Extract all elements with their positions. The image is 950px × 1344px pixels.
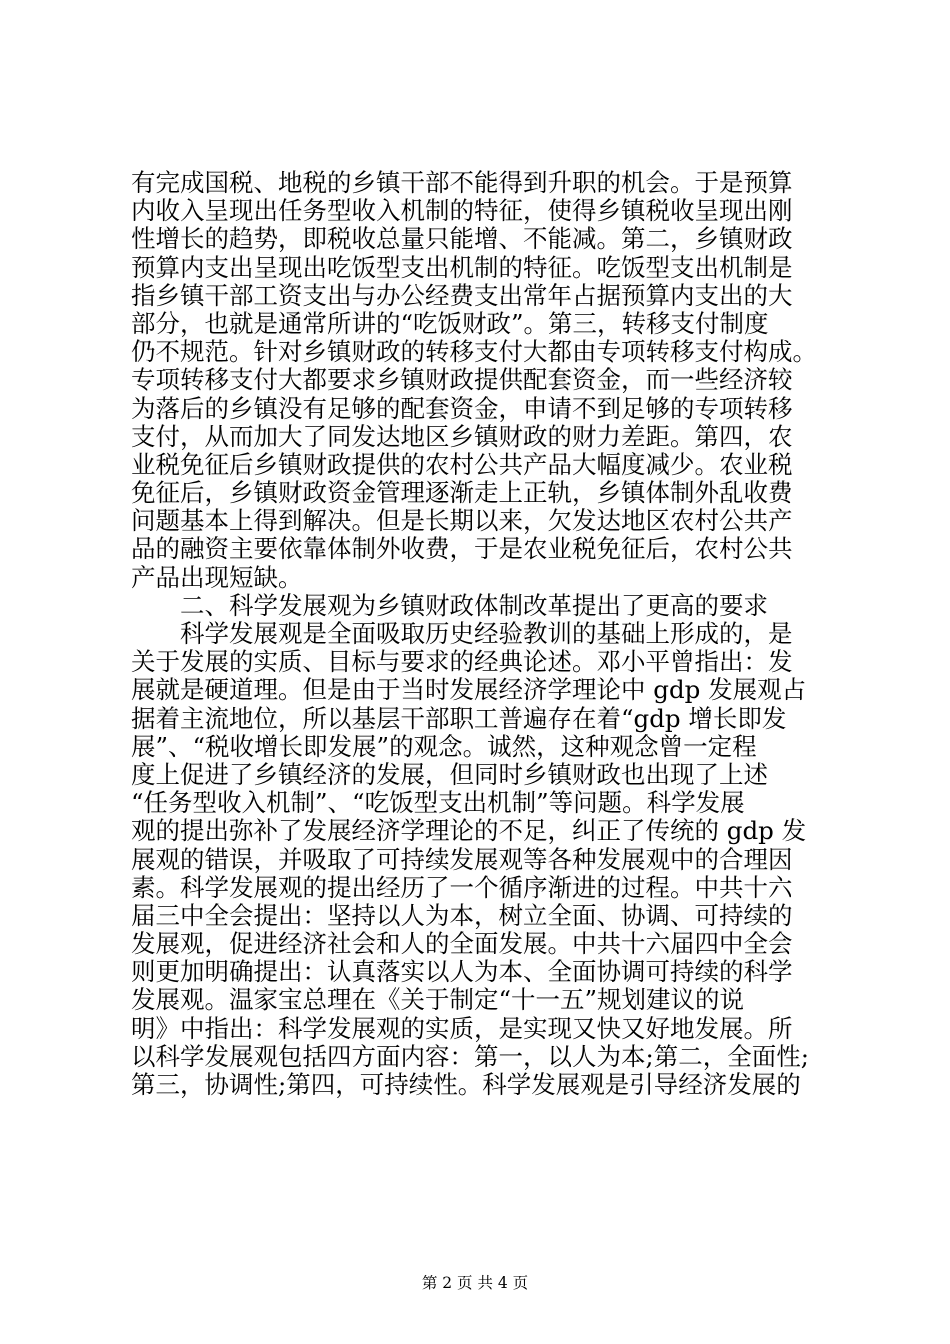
text-line: 指乡镇干部工资支出与办公经费支出常年占据预算内支出的大 bbox=[131, 281, 793, 310]
text-line: 届三中全会提出：坚持以人为本，树立全面、协调、可持续的 bbox=[131, 901, 793, 930]
text-line: 科学发展观是全面吸取历史经验教训的基础上形成的，是 bbox=[180, 620, 793, 648]
text-line: 展就是硬道理。但是由于当时发展经济学理论中 gdp 发展观占 bbox=[131, 676, 807, 705]
text-line: 业税免征后乡镇财政提供的农村公共产品大幅度减少。农业税 bbox=[131, 450, 793, 479]
text-line: 专项转移支付大都要求乡镇财政提供配套资金，而一些经济较 bbox=[131, 366, 793, 395]
text-line: 问题基本上得到解决。但是长期以来，欠发达地区农村公共产 bbox=[131, 507, 793, 536]
page-number: 第 2 页 共 4 页 bbox=[421, 1274, 529, 1292]
text-line: 关于发展的实质、目标与要求的经典论述。邓小平曾指出：发 bbox=[131, 648, 793, 677]
text-line: 则更加明确提出：认真落实以人为本、全面协调可持续的科学 bbox=[131, 958, 793, 987]
text-line: 免征后，乡镇财政资金管理逐渐走上正轨，乡镇体制外乱收费 bbox=[131, 479, 793, 508]
text-line: 性增长的趋势，即税收总量只能增、不能减。第二，乡镇财政 bbox=[131, 225, 793, 254]
text-line: 第三，协调性;第四，可持续性。科学发展观是引导经济发展的 bbox=[131, 1071, 801, 1099]
text-line: 据着主流地位，所以基层干部职工普遍存在着“gdp 增长即发 bbox=[131, 704, 787, 733]
text-line: 发展观，促进经济社会和人的全面发展。中共十六届四中全会 bbox=[131, 930, 793, 959]
text-line: 品的融资主要依靠体制外收费，于是农业税免征后，农村公共 bbox=[131, 535, 793, 564]
text-line: 明》中指出：科学发展观的实质，是实现又快又好地发展。所 bbox=[131, 1014, 793, 1043]
section-heading: 二、科学发展观为乡镇财政体制改革提出了更高的要求 bbox=[180, 591, 768, 620]
text-line: 展”、“税收增长即发展”的观念。诚然，这种观念曾一定程 bbox=[131, 732, 757, 761]
text-line: 度上促进了乡镇经济的发展，但同时乡镇财政也出现了上述 bbox=[131, 760, 768, 789]
text-line: 内收入呈现出任务型收入机制的特征，使得乡镇税收呈现出刚 bbox=[131, 197, 793, 226]
text-line: 支付，从而加大了同发达地区乡镇财政的财力差距。第四，农 bbox=[131, 422, 793, 451]
text-line: 为落后的乡镇没有足够的配套资金，申请不到足够的专项转移 bbox=[131, 394, 793, 423]
text-line: 发展观。温家宝总理在《关于制定“十一五”规划建议的说 bbox=[131, 986, 745, 1015]
text-line: 展观的错误，并吸取了可持续发展观等各种发展观中的合理因 bbox=[131, 845, 793, 874]
text-line: 素。科学发展观的提出经历了一个循序渐进的过程。中共十六 bbox=[131, 873, 793, 902]
text-line: 预算内支出呈现出吃饭型支出机制的特征。吃饭型支出机制是 bbox=[131, 253, 793, 282]
text-line: 观的提出弥补了发展经济学理论的不足，纠正了传统的 gdp 发 bbox=[131, 817, 807, 846]
text-line: 以科学发展观包括四方面内容：第一，以人为本;第二，全面性; bbox=[131, 1042, 810, 1071]
text-line: 仍不规范。针对乡镇财政的转移支付大都由专项转移支付构成。 bbox=[131, 338, 817, 367]
text-line: 有完成国税、地税的乡镇干部不能得到升职的机会。于是预算 bbox=[131, 169, 793, 197]
text-line: 部分，也就是通常所讲的“吃饭财政”。第三，转移支付制度 bbox=[131, 309, 769, 338]
body-text bbox=[131, 169, 831, 1099]
text-line: 产品出现短缺。 bbox=[131, 563, 303, 592]
text-line: “任务型收入机制”、“吃饭型支出机制”等问题。科学发展 bbox=[131, 789, 745, 818]
